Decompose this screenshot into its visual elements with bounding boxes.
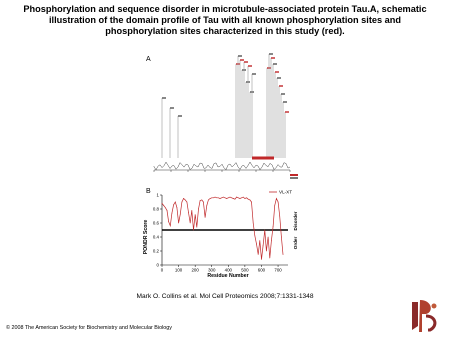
data-point (279, 216, 280, 217)
data-point (261, 259, 262, 260)
data-point (223, 197, 224, 198)
data-point (268, 237, 269, 238)
data-point (201, 200, 202, 201)
y-tick-label: 0.2 (152, 248, 159, 254)
panel-b (140, 185, 310, 280)
x-tick-label: 400 (224, 267, 232, 273)
data-point (235, 199, 236, 200)
x-tick-label: 700 (274, 267, 282, 273)
data-point (190, 223, 191, 224)
data-point (220, 198, 221, 199)
data-point (210, 198, 211, 199)
domain-profile-diagram (140, 52, 310, 186)
data-point (165, 207, 166, 208)
data-point (246, 197, 247, 198)
data-point (180, 214, 181, 215)
data-point (274, 205, 275, 206)
data-point (177, 207, 178, 208)
x-tick-label: 0 (160, 267, 164, 273)
data-point (241, 197, 242, 198)
data-point (243, 197, 244, 198)
data-point (170, 225, 171, 226)
data-point (168, 221, 169, 222)
y-tick-label: 0 (156, 262, 159, 268)
data-point (185, 200, 186, 201)
series-line-vl-xt (162, 197, 283, 259)
data-point (266, 251, 267, 252)
y-tick-label: 0.8 (152, 206, 159, 212)
data-point (182, 202, 183, 203)
x-tick-label: 500 (241, 267, 249, 273)
data-point (233, 198, 234, 199)
legend-swatch-grey (290, 177, 298, 179)
data-point (178, 223, 179, 224)
data-point (203, 202, 204, 203)
data-point (225, 197, 226, 198)
data-point (256, 244, 257, 245)
data-point (228, 197, 229, 198)
data-point (226, 198, 227, 199)
data-point (238, 197, 239, 198)
x-tick-label: 300 (208, 267, 216, 273)
data-point (248, 199, 249, 200)
repeat-domain-bar (252, 157, 274, 160)
y-axis-label: PONDR Score (143, 219, 149, 255)
data-point (195, 214, 196, 215)
data-point (191, 210, 192, 211)
data-point (264, 230, 265, 231)
data-point (271, 240, 272, 241)
data-point (205, 217, 206, 218)
data-point (276, 198, 277, 199)
data-point (200, 200, 201, 201)
mcp-logo-icon (404, 296, 444, 336)
data-point (263, 245, 264, 246)
data-point (259, 240, 260, 241)
right-label-disorder: Disorder (293, 211, 298, 231)
sequence-profile-line (154, 162, 290, 170)
y-tick-label: 0.4 (152, 234, 159, 240)
data-point (250, 200, 251, 201)
data-point (198, 209, 199, 210)
data-point (211, 197, 212, 198)
data-point (281, 237, 282, 238)
data-point (172, 213, 173, 214)
x-tick-label: 100 (174, 267, 183, 273)
data-point (216, 197, 217, 198)
x-tick-label: 600 (257, 267, 266, 273)
data-point (258, 254, 259, 255)
copyright-notice: © 2008 The American Society for Biochemistry and Molecular Biology (6, 325, 172, 331)
data-point (163, 205, 164, 206)
data-point (218, 197, 219, 198)
data-point (245, 198, 246, 199)
data-point (215, 197, 216, 198)
panel-a (140, 52, 310, 186)
data-point (236, 197, 237, 198)
data-point (175, 202, 176, 203)
pondr-chart (140, 185, 310, 280)
data-point (231, 197, 232, 198)
citation: Mark O. Collins et al. Mol Cell Proteomics 2008;7:1331-1348 (136, 293, 314, 300)
panel-b-label: B (146, 188, 151, 195)
data-point (187, 202, 188, 203)
data-point (162, 203, 163, 204)
panel-a-label: A (146, 56, 151, 63)
data-point (188, 212, 189, 213)
data-point (230, 197, 231, 198)
data-point (167, 210, 168, 211)
data-point (193, 230, 194, 231)
data-point (183, 198, 184, 199)
data-point (283, 254, 284, 255)
data-point (208, 200, 209, 201)
data-point (213, 197, 214, 198)
legend-label: VL-XT (279, 189, 293, 195)
legend-swatch-red (290, 174, 298, 176)
data-point (221, 197, 222, 198)
data-point (251, 202, 252, 203)
y-tick-label: 0.6 (152, 220, 159, 226)
data-point (173, 204, 174, 205)
data-point (196, 227, 197, 228)
right-label-order: Order (293, 236, 298, 250)
x-tick-label: 200 (191, 267, 199, 273)
y-tick-label: 1 (156, 192, 159, 198)
data-point (269, 258, 270, 259)
data-point (253, 223, 254, 224)
data-point (254, 235, 255, 236)
data-point (278, 202, 279, 203)
data-point (206, 205, 207, 206)
data-point (273, 226, 274, 227)
x-axis-label: Residue Number (207, 273, 249, 279)
journal-logo (404, 296, 444, 336)
figure-title: Phosphorylation and sequence disorder in microtubule-associated protein Tau.A, schematic illustration of the domain profile of Tau with all known phosphorylation sites and phosphorylation sites characterized in this study (red). (23, 4, 427, 36)
data-point (240, 198, 241, 199)
